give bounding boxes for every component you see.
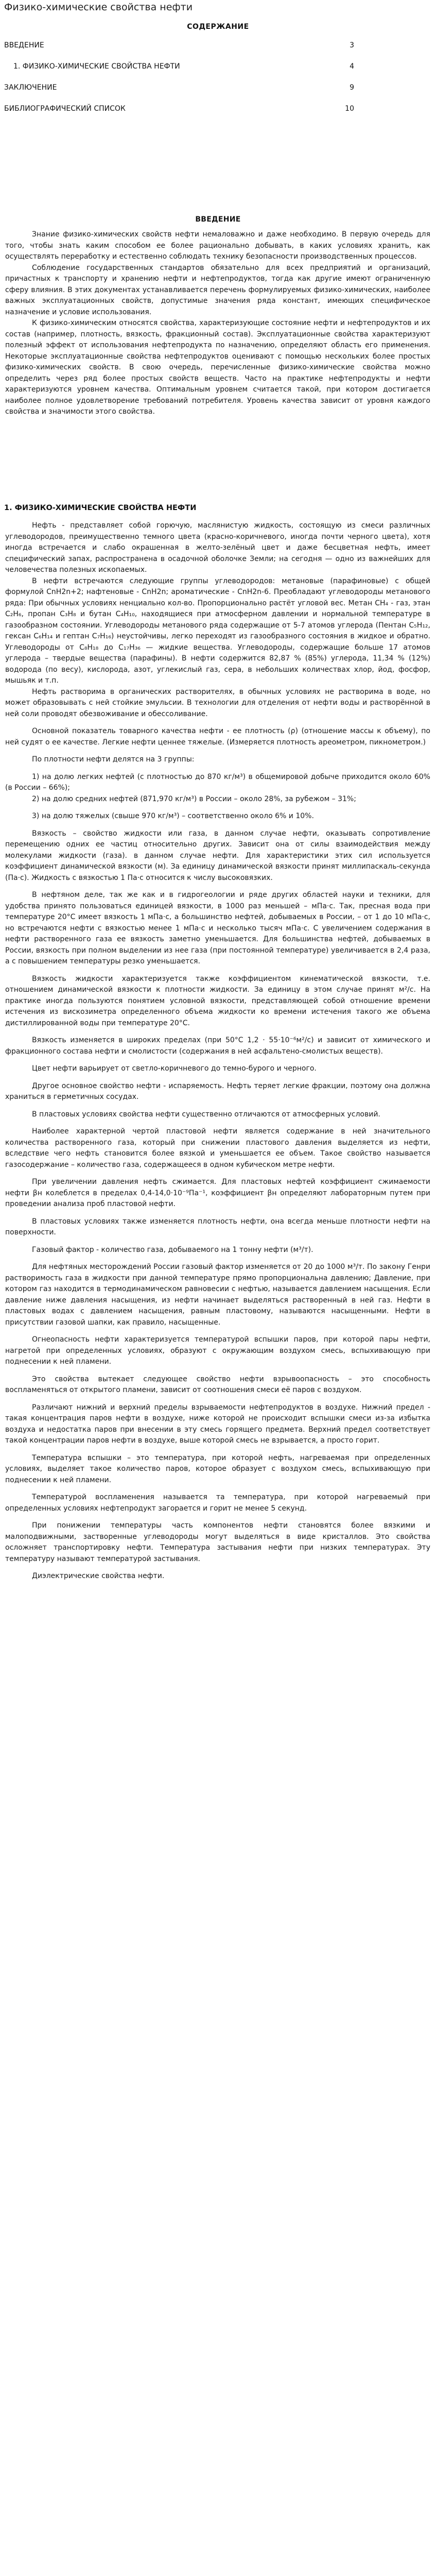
paragraph: Цвет нефти варьирует от светло-коричневого до темно-бурого и черного. (32, 1064, 317, 1073)
toc-item-intro[interactable] (4, 41, 354, 53)
paragraph: При понижении температуры часть компонентов нефти становятся более вязкими и малоподвижными, застворенные углеводороды могут выделяться в виде кристаллов. Это свойства осложняет транспортировку нефти. Температура застывания нефти при низких температурах. Эту температуру называют температурой застывания. (5, 1521, 430, 1563)
paragraph: Это свойства вытекает следующее свойство нефти взрывоопасность – это способность воспламеняться от открытого пламени, зависит от соотношения смеси её паров с воздухом. (5, 1375, 430, 1394)
toc-item-chapter1[interactable] (4, 62, 354, 74)
paragraph: Огнеопасность нефти характеризуется температурой вспышки паров, при которой пары нефти, нагретой при определенных условиях, образуют с окружающим воздухом смесь, вспыхивающую при поднесении к ней пламени. (5, 1335, 430, 1366)
paragraph: Наиболее характерной чертой пластовой нефти является содержание в ней значительного количества растворенного газа, который при снижении пластового давления выделяется из нефти, вследствие чего нефть становится более вязкой и уменьшается ее объем. Такое свойство называется газосодержание – количество газа, содержащееся в одном кубическом метре нефти. (5, 1127, 430, 1169)
intro-text (5, 229, 430, 418)
document-title: Физико-химические свойства нефти (4, 2, 193, 13)
paragraph: Нефть - представляет собой горючую, маслянистую жидкость, состоящую из смеси различных углеводородов, преимущественно темного цвета (красно-коричневого, иногда почти черного цвета), хотя иногда встречается и слабо окрашенная в желто-зелёный цвет и даже бесцветная нефть, имеет специфический запах, распространена в осадочной оболочке Земли; на сегодня — одно из важнейших для человечества полезных ископаемых. (5, 521, 430, 574)
paragraph: Нефть растворима в органических растворителях, в обычных условиях не растворима в воде, но может образовывать с ней стойкие эмульсии. В технологии для отделения от нефти воды и растворённой в ней соли проводят обезвоживание и обессоливание. (5, 687, 430, 718)
toc-item-page: 3 (350, 41, 354, 49)
paragraph: 3) на долю тяжелых (свыше 970 кг/м³) – соответственно около 6% и 10%. (32, 812, 314, 820)
paragraph: Для нефтяных месторождений России газовый фактор изменяется от 20 до 1000 м³/т. По закону Генри растворимость газа в жидкости при данной температуре прямо пропорциональна давлению; Давление, при котором газ находится в термодинамическом равновесии с нефтью, называется давлением насыщения. Если давление ниже давления насыщения, из нефти начинает выделяться растворенный в ней газ. Нефти в пластовых водах с давлением насыщения, равным пластовому, называются насыщенными. Нефти в присутствии газовой шапки, как правило, насыщенные. (5, 1263, 430, 1327)
toc-heading: СОДЕРЖАНИЕ (187, 23, 249, 31)
paragraph: К физико-химическим относятся свойства, характеризующие состояние нефти и нефтепродуктов и их состав (например, плотность, вязкость, фракционный состав). Эксплуатационные свойства характеризуют полезный эффект от использования нефтепродукта по назначению, определяют область его применения. Некоторые эксплуатационные свойства нефтепродуктов оценивают с помощью нескольких более простых физико-химических свойств. В свою очередь, перечисленные физико-химические свойства можно определить через ряд более простых свойств веществ. Часто на практике нефтепродукты и нефти характеризуются уровнем качества. Оптимальным уровнем считается такой, при котором достигается наиболее полное удовлетворение требований потребителя. Уровень качества зависит от уровня каждого свойства и значимости этого свойства. (5, 319, 430, 416)
paragraph: Газовый фактор - количество газа, добываемого на 1 тонну нефти (м³/т). (32, 1245, 313, 1254)
table-of-contents (4, 41, 354, 126)
paragraph: 2) на долю средних нефтей (871,970 кг/м³) в России – около 28%, за рубежом – 31%; (32, 794, 356, 803)
paragraph: Вязкость – свойство жидкости или газа, в данном случае нефти, оказывать сопротивление перемещению одних ее частиц относительно других. Зависит она от силы взаимодействия между молекулами жидкости (газа). в данном случае нефти. Для характеристики этих сил используется коэффициент динамической вязкости (м). За единицу динамической вязкости принят миллипаскаль-секунда (Па·с). Жидкость с вязкостью 1 Па·с относится к числу высоковязких. (5, 829, 430, 882)
paragraph: Вязкость жидкости характеризуется также коэффициентом кинематической вязкости, т.е. отношением динамической вязкости к плотности жидкости. За единицу в этом случае принят м²/с. На практике иногда пользуются понятием условной вязкости, представляющей собой отношение времени истечения из вискозиметра определенного объема жидкости ко времени истечения такого же объема дистиллированной воды при температуре 20°С. (5, 974, 430, 1027)
intro-heading: ВВЕДЕНИЕ (195, 215, 241, 224)
paragraph: Диэлектрические свойства нефти. (32, 1572, 165, 1580)
paragraph: В пластовых условиях свойства нефти существенно отличаются от атмосферных условий. (32, 1110, 380, 1118)
toc-item-page: 10 (345, 105, 354, 113)
toc-item-label: 1. ФИЗИКО-ХИМИЧЕСКИЕ СВОЙСТВА НЕФТИ (13, 62, 180, 71)
toc-item-page: 4 (350, 62, 354, 71)
paragraph: Соблюдение государственных стандартов обязательно для всех предприятий и организаций, причастных к транспорту и хранению нефти и нефтепродуктов, тогда как другие имеют ограниченную сферу влияния. В этих документах устанавливается перечень формулируемых физико-химических, наиболее важных эксплуатационных свойств, допустимые значения ряда констант, имеющих специфическое назначение и условие использования. (5, 263, 430, 316)
toc-item-bibliography[interactable] (4, 105, 354, 116)
chapter-text (5, 520, 430, 1582)
paragraph: В нефти встречаются следующие группы углеводородов: метановые (парафиновые) с общей формулой CnH2n+2; нафтеновые - CnH2n; ароматические - CnH2n-6. Преобладают углеводороды метанового ряда: При обычных условиях ненциально кол-во. Пропорционально растёт угловой вес. Метан CH₄ - газ, этан C₂H₆, пропан C₃H₈ и бутан C₄H₁₀, находящиеся при атмосферном давлении и нормальной температуре в газообразном состоянии. Углеводороды метанового ряда содержащие от 5-7 атомов углерода (Пентан C₅H₁₂, гексан C₆H₁₄ и гептан C₇H₁₆) неустойчивы, легко переходят из газообразного состояния в жидкое и обратно. Углеводороды от C₈H₁₈ до C₁₇H₃₆ — жидкие вещества. Углеводороды, содержащие больше 17 атомов углерода – твердые вещества (парафины). В нефти содержится 82,87 % (85%) углерода, 11,34 % (12%) водорода (по весу), кислорода, азот, углекислый газ, сера, в небольших количествах хлор, йод, фосфор, мышьяк и т.п. (5, 577, 430, 685)
paragraph: Другое основное свойство нефти - испаряемость. Нефть теряет легкие фракции, поэтому она должна храниться в герметичных сосудах. (5, 1081, 430, 1101)
toc-item-page: 9 (350, 83, 354, 92)
paragraph: Знание физико-химических свойств нефти немаловажно и даже необходимо. В первую очередь для того, чтобы знать каким способом ее более рационально добывать, в каких условиях хранить, как осуществлять переработку и естественно соблюдать технику безопасности производственных процессов. (5, 230, 430, 261)
paragraph: В пластовых условиях также изменяется плотность нефти, она всегда меньше плотности нефти на поверхности. (5, 1217, 430, 1236)
paragraph: 1) на долю легких нефтей (с плотностью до 870 кг/м³) в общемировой добыче приходится около 60% (в России – 66%); (5, 772, 430, 792)
paragraph: В нефтяном деле, так же как и в гидрогеологии и ряде других областей науки и техники, для удобства принято пользоваться единицей вязкости, в 1000 раз меньшей – мПа·с. Так, пресная вода при температуре 20°С имеет вязкость 1 мПа·с, а большинство нефтей, добываемых в России, – от 1 до 10 мПа·с, но встречаются нефти с вязкостью менее 1 мПа·с и несколько тысяч мПа·с. С увеличением содержания в нефти растворенного газа ее вязкость заметно уменьшается. Для большинства нефтей, добываемых в России, вязкость при полном выделении из нее газа (при постоянной температуре) увеличивается в 2,4 раза, а с повышением температуры резко уменьшается. (5, 891, 430, 965)
paragraph: Основной показатель товарного качества нефти - ее плотность (ρ) (отношение массы к объему), по ней судят о ее качестве. Легкие нефти ценнее тяжелые. (Измеряется плотность ареометром, пикнометром.) (5, 727, 430, 747)
toc-item-conclusion[interactable] (4, 83, 354, 95)
paragraph: Температурой воспламенения называется та температура, при которой нагреваемый при определенных условиях нефтепродукт загорается и горит не менее 5 секунд. (5, 1493, 430, 1513)
paragraph: Различают нижний и верхний пределы взрываемости нефтепродуктов в воздухе. Нижний предел - такая концентрация паров нефти в воздухе, ниже которой не происходит вспышки смеси из-за избытка воздуха и недостатка паров при внесении в эту смесь горящего предмета. Верхний предел соответствует такой концентрации паров нефти в воздухе, выше которой смесь не взрывается, а просто горит. (5, 1403, 430, 1445)
toc-item-label: ВВЕДЕНИЕ (4, 41, 44, 49)
toc-item-label: БИБЛИОГРАФИЧЕСКИЙ СПИСОК (4, 105, 126, 113)
paragraph: По плотности нефти делятся на 3 группы: (32, 755, 195, 764)
chapter-heading: 1. ФИЗИКО-ХИМИЧЕСКИЕ СВОЙСТВА НЕФТИ (4, 504, 197, 512)
paragraph: Температура вспышки – это температура, при которой нефть, нагреваемая при определенных условиях, выделяет такое количество паров, которое образует с воздухом смесь, вспыхивающую при поднесении к ней пламени. (5, 1453, 430, 1484)
paragraph: При увеличении давления нефть сжимается. Для пластовых нефтей коэффициент сжимаемости нефти βн колеблется в пределах 0,4-14,0·10⁻⁹Па⁻¹, коэффициент βн определяют лабораторным путем при проведении анализа проб пластовой нефти. (5, 1178, 430, 1208)
paragraph: Вязкость изменяется в широких пределах (при 50°С 1,2 · 55·10⁻⁶м²/с) и зависит от химического и фракционного состава нефти и смолистости (содержания в ней асфальтено-смолистых веществ). (5, 1036, 430, 1056)
toc-item-label: ЗАКЛЮЧЕНИЕ (4, 83, 57, 92)
